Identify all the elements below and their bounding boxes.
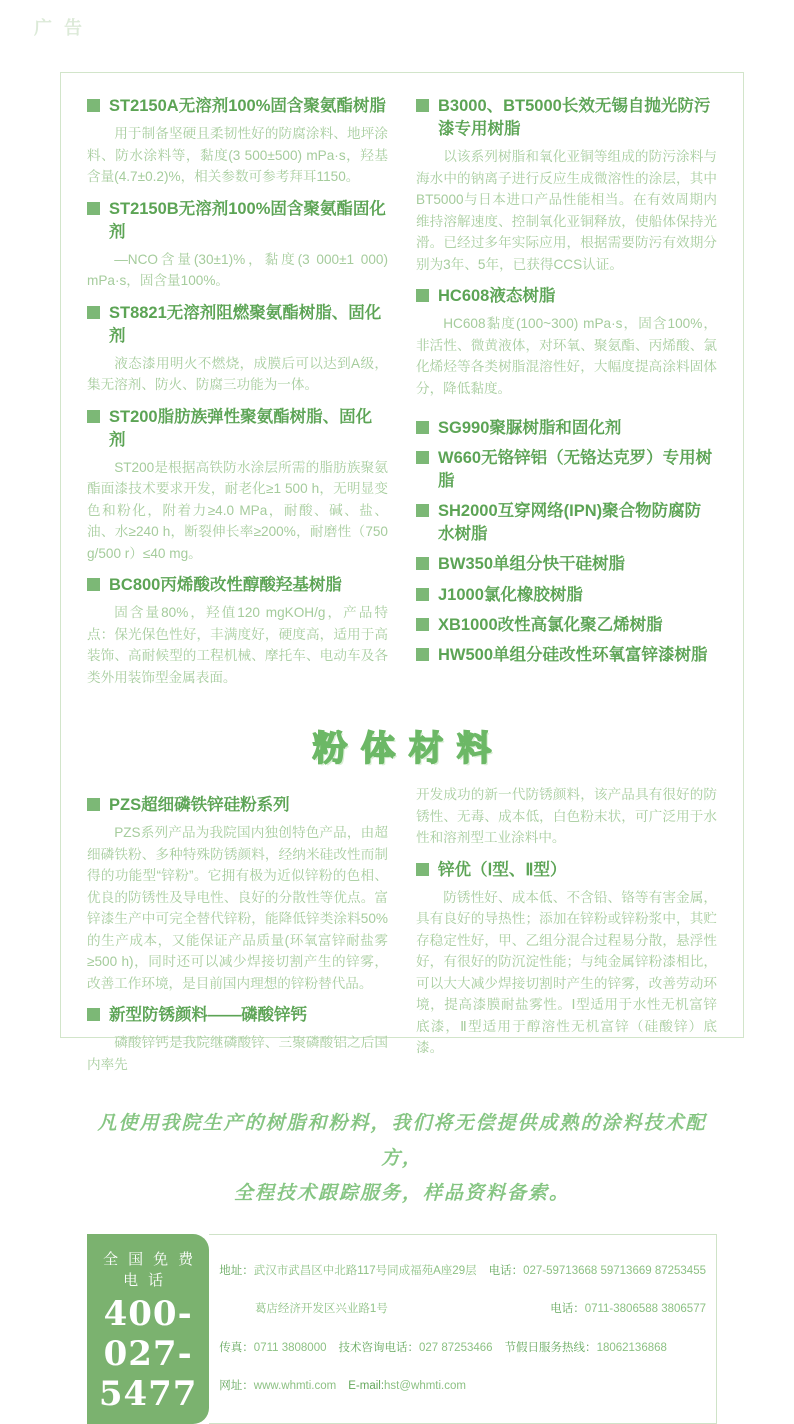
product-heading (416, 553, 717, 576)
product-heading-text: BC800丙烯酸改性醇酸羟基树脂 (109, 576, 342, 595)
product-entry (87, 198, 388, 292)
footer-contact-bar (87, 1234, 717, 1424)
square-bullet-icon (87, 99, 100, 112)
product-heading (416, 644, 717, 667)
product-description: 固含量80%，羟值120 mgKOH/g，产品特点：保光保色性好，丰满度好，硬度高，适用于高装饰、高耐候型的工程机械、摩托车、电动车及各类外用装饰型金属表面。 (87, 605, 388, 685)
contact-segment (505, 1339, 667, 1357)
product-heading-text: XB1000改性高氯化聚乙烯树脂 (438, 615, 663, 634)
contact-value: 葛店经济开发区兴业路1号 (254, 1303, 388, 1316)
product-entry (416, 285, 717, 399)
powder-left-column (87, 784, 388, 1082)
product-heading (87, 198, 388, 244)
resin-section (87, 85, 717, 695)
contact-value: hst@whmti.com (384, 1380, 466, 1393)
product-heading-text: 锌优（Ⅰ型、Ⅱ型） (438, 860, 567, 879)
square-bullet-icon (87, 578, 100, 591)
product-heading (87, 574, 388, 597)
contact-label: 地址： (219, 1264, 254, 1277)
product-heading (416, 95, 717, 141)
product-heading-text: ST2150A无溶剂100%固含聚氨酯树脂 (109, 97, 386, 115)
contact-label: 传真： (219, 1341, 254, 1354)
contact-label: 节假日服务热线： (504, 1341, 597, 1354)
contact-value: 0711 3808000 (253, 1341, 327, 1354)
square-bullet-icon (416, 451, 429, 464)
contact-value: 0711-3806588 3806577 (584, 1303, 706, 1316)
product-heading (416, 614, 717, 637)
product-heading (416, 447, 717, 493)
product-heading-text: SH2000互穿网络(IPN)聚合物防腐防水树脂 (438, 502, 702, 544)
powder-section-title: 粉体材料 (313, 730, 505, 769)
content-box (60, 72, 744, 1414)
product-description: 磷酸锌钙是我院继磷酸锌、三聚磷酸铝之后国内率先 (87, 1035, 388, 1072)
contact-label: E-mail: (348, 1380, 385, 1393)
product-description: 以该系列树脂和氧化亚铜等组成的防污涂料与海水中的钠离子进行反应生成微溶性的涂层，其中BT5000与日本进口产品性能相当。在有效周期内维持溶解速度、控制氧化亚铜释放，使船体保持光滑。已经过多年实际应用，根据需要防污有效期分别为3年、5年，已获得CCS认证。 (416, 149, 717, 272)
product-heading (416, 584, 717, 607)
address-block (209, 1234, 717, 1424)
resin-left-column (87, 85, 388, 695)
promo-line-1: 凡使用我院生产的树脂和粉料，我们将无偿提供成熟的涂料技术配方， (97, 1112, 707, 1170)
contact-segment (550, 1300, 706, 1318)
promo-script-text (87, 1106, 717, 1211)
contact-segment (489, 1262, 706, 1280)
product-entry (87, 406, 388, 565)
product-entry (416, 859, 717, 1059)
product-heading-text: ST8821无溶剂阻燃聚氨酯树脂、固化剂 (109, 303, 382, 345)
square-bullet-icon (87, 798, 100, 811)
product-entry (416, 95, 717, 275)
product-description: HC608黏度(100~300) mPa·s，固含100%，非活性、微黄液体，对环氧、聚氨酯、丙烯酸、氯化烯烃等各类树脂混溶性好，大幅度提高涂料固体分，降低黏度。 (416, 316, 717, 396)
hotline-number: 400-027-5477 (98, 1293, 198, 1414)
contact-segment (219, 1262, 476, 1280)
product-heading-text: ST2150B无溶剂100%固含聚氨酯固化剂 (109, 199, 386, 241)
product-description: 开发成功的新一代防锈颜料，该产品具有很好的防锈性、无毒、成本低，白色粉末状，可广泛用于水性和溶剂型工业涂料中。 (416, 787, 717, 846)
hotline-green-box (87, 1234, 209, 1424)
product-heading (416, 417, 717, 440)
product-entry (416, 417, 717, 440)
contact-segment (219, 1300, 388, 1318)
square-bullet-icon (87, 202, 100, 215)
powder-right-column (416, 784, 717, 1082)
contact-value: 027 87253466 (419, 1341, 493, 1354)
contact-value: 武汉市武昌区中北路117号同成福苑A座29层 (253, 1264, 477, 1277)
resin-name-list (416, 417, 717, 667)
product-description: PZS系列产品为我院国内独创特色产品，由超细磷铁粉、多种特殊防锈颜料，经纳米硅改性而制得的功能型“锌粉”。它拥有极为近似锌粉的色相、优良的防锈性及导电性、良好的分散性等优点。富锌漆生产中可完全替代锌粉，能降低锌类涂料50%的生产成本，又能保证产品质量(环氧富锌耐盐雾≥500 h)，同时还可以减少焊接切割产生的锌雾，改善工作环境，是目前国内理想的锌粉替代品。 (87, 825, 388, 991)
square-bullet-icon (416, 648, 429, 661)
square-bullet-icon (416, 99, 429, 112)
product-entry (87, 1004, 388, 1075)
product-description: 防锈性好、成本低、不含铅、铬等有害金属，具有良好的导热性；添加在锌粉或锌粉浆中，其贮存稳定性好，甲、乙组分混合过程易分散，悬浮性好，有很好的防沉淀性能；与纯金属锌粉漆相比，可以大大减少焊接切割时产生的锌雾，改善劳动环境，提高漆膜耐盐雾性。Ⅰ型适用于水性无机富锌底漆，Ⅱ型适用于醇溶性无机富锌（硅酸锌）底漆。 (416, 889, 717, 1056)
contact-segment (339, 1339, 493, 1357)
product-entry (416, 644, 717, 667)
contact-value: 18062136868 (596, 1341, 667, 1354)
square-bullet-icon (87, 410, 100, 423)
product-heading (416, 859, 717, 882)
contact-label: 网址： (219, 1380, 254, 1393)
product-heading (87, 406, 388, 452)
product-entry (416, 553, 717, 576)
product-heading-text: SG990聚脲树脂和固化剂 (438, 418, 622, 437)
square-bullet-icon (87, 306, 100, 319)
product-entry (416, 614, 717, 637)
contact-segment (348, 1377, 466, 1395)
product-description: ST200是根据高铁防水涂层所需的脂肪族聚氨酯面漆技术要求开发，耐老化≥1 500 h，无明显变色和粉化，附着力≥4.0 MPa，耐酸、碱、盐、油、水≥240 h，断裂伸长率≥200%，耐磨性（750 g/500 r）≤40 mg。 (87, 459, 388, 561)
contact-segment (219, 1339, 326, 1357)
resin-right-column (416, 85, 717, 695)
contact-segment (219, 1377, 336, 1395)
product-heading-text: HC608液态树脂 (438, 287, 556, 305)
product-heading (87, 794, 388, 817)
product-entry (87, 794, 388, 994)
contact-label: 电话： (488, 1264, 524, 1277)
contact-value: 027-59713668 59713669 87253455 (523, 1264, 706, 1277)
product-heading-text: PZS超细磷铁锌硅粉系列 (109, 796, 290, 815)
product-heading (87, 1004, 388, 1027)
product-heading (416, 285, 717, 308)
square-bullet-icon (416, 588, 429, 601)
square-bullet-icon (416, 863, 429, 876)
square-bullet-icon (416, 421, 429, 434)
contact-label: 技术咨询电话： (338, 1341, 419, 1354)
product-entry (87, 302, 388, 396)
product-heading-text: BW350单组分快干硅树脂 (438, 555, 626, 574)
product-heading (416, 500, 717, 546)
square-bullet-icon (416, 504, 429, 517)
contact-row (219, 1262, 706, 1280)
product-heading-text: W660无铬锌铝（无铬达克罗）专用树脂 (438, 449, 713, 491)
product-entry (416, 784, 717, 848)
square-bullet-icon (87, 1008, 100, 1021)
product-heading-text: HW500单组分硅改性环氧富锌漆树脂 (438, 645, 708, 664)
square-bullet-icon (416, 289, 429, 302)
hotline-label: 全国免费电话 (103, 1250, 204, 1289)
square-bullet-icon (416, 618, 429, 631)
product-entry (87, 574, 388, 688)
contact-label: 电话： (550, 1303, 585, 1316)
product-heading-text: ST200脂肪族弹性聚氨酯树脂、固化剂 (109, 407, 373, 449)
product-description: 液态漆用明火不燃烧，成膜后可以达到A级，集无溶剂、防火、防腐三功能为一体。 (87, 355, 388, 393)
product-entry (87, 95, 388, 188)
product-heading-text: J1000氯化橡胶树脂 (438, 585, 583, 604)
square-bullet-icon (416, 557, 429, 570)
powder-section (87, 784, 717, 1082)
product-heading-text: B3000、BT5000长效无锡自抛光防污漆专用树脂 (438, 97, 711, 139)
promo-line-2: 全程技术跟踪服务，样品资料备索。 (233, 1182, 570, 1205)
product-entry (416, 500, 717, 546)
contact-row (219, 1300, 706, 1318)
contact-row (219, 1339, 706, 1357)
product-entry (416, 447, 717, 493)
product-heading (87, 95, 388, 118)
product-heading-text: 新型防锈颜料——磷酸锌钙 (109, 1006, 307, 1025)
product-entry (416, 584, 717, 607)
product-heading (87, 302, 388, 348)
product-description: —NCO含量(30±1)%，黏度(3 000±1 000) mPa·s，固含量100%。 (87, 251, 388, 289)
ad-page-label: 广告 (34, 18, 94, 38)
contact-label (219, 1300, 255, 1318)
contact-value: www.whmti.com (253, 1380, 337, 1393)
contact-row (219, 1377, 706, 1395)
product-description: 用于制备坚硬且柔韧性好的防腐涂料、地坪涂料、防水涂料等，黏度(3 500±500) mPa·s，羟基含量(4.7±0.2)%，相关参数可参考拜耳1150。 (87, 126, 388, 185)
